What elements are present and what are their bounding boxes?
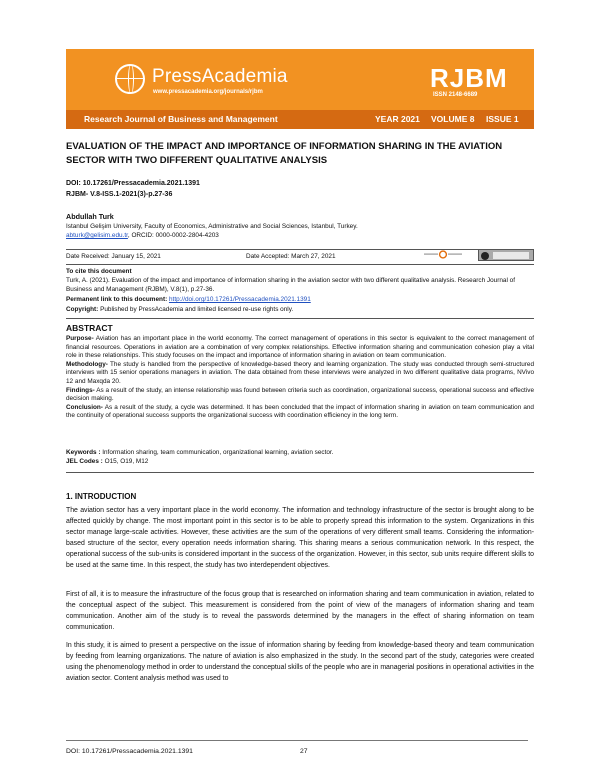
- methodology-label: Methodology-: [66, 360, 108, 368]
- copyright-label: Copyright:: [66, 306, 99, 313]
- date-accepted: Date Accepted: March 27, 2021: [246, 253, 336, 260]
- conclusion-text: As a result of the study, a cycle was determined. It has been concluded that the impact of information sharing in aviation on team communication and the continuity of operational success supports the organizational success with coordination efficiency in the long term.: [66, 403, 534, 420]
- findings-text: As a result of the study, an intense relationship was found between criteria such as coordination, organizational success, operational success and effective decision making.: [66, 386, 534, 403]
- author-name: Abdullah Turk: [66, 212, 114, 221]
- abstract-purpose: [66, 335, 534, 361]
- conclusion-label: Conclusion-: [66, 403, 103, 411]
- intro-paragraph-1: The aviation sector has a very important place in the world economy. The information and technology infrastructure of the sector is brought along to be affected quickly by change. The most important point in this sector is to be able to properly spread this information to the system. Organizations in this sector manage large-scale activities. However, these activities are the sum of the operations of very different small teams. Considering the information-based structure of the sector, every operation needs information sharing. This sharing means a serious communication network. In this respect, the operational success of the sub-units is considered important in the success of the organization. However, in this sector, sub units require different skills to be used at the same time. In this respect, the study has two interdependent objectives.: [66, 507, 534, 569]
- methodology-text: The study is handled from the perspective of knowledge-based theory and learning organization. The study was conducted through semi-structured interviews with 15 senior operations managers in aviation. The data obtained from these interviews were analyzed in two different qualitative data programs, NVivo 12 and Maxqda 20.: [66, 360, 534, 385]
- abstract-body: [66, 335, 534, 421]
- publisher-url[interactable]: www.pressacademia.org/journals/rjbm: [153, 89, 263, 95]
- citation-heading: To cite this document: [66, 268, 132, 275]
- jel-codes-line: [66, 458, 148, 465]
- article-doi: DOI: 10.17261/Pressacademia.2021.1391: [66, 180, 200, 187]
- purpose-text: Aviation has an important place in the world economy. The correct management of operations in this sector is equivalent to the correct management of financial resources. Operations in aviation are a combination of very complex relationships. Effective information sharing and communication cohesion play a vital role in these relationships. This study focuses on the impact and importance of information sharing in aviation on team communication.: [66, 335, 534, 360]
- findings-label: Findings-: [66, 386, 95, 394]
- author-affiliation: Istanbul Gelişim University, Faculty of Economics, Administrative and Social Sciences, Istanbul, Turkey.: [66, 223, 358, 230]
- divider: [66, 264, 534, 265]
- divider: [66, 472, 534, 473]
- issn: ISSN 2148-6689: [433, 92, 478, 98]
- journal-volume: VOLUME 8: [431, 114, 475, 124]
- divider: [66, 318, 534, 319]
- publisher-name: PressAcademia: [152, 66, 288, 87]
- permanent-link-line: [66, 296, 311, 303]
- keywords-line: [66, 449, 333, 456]
- journal-abbreviation: RJBM: [430, 63, 508, 93]
- abstract-heading: ABSTRACT: [66, 323, 113, 333]
- divider: [66, 249, 534, 250]
- intro-paragraph-3: In this study, it is aimed to present a perspective on the issue of information sharing by feeding from knowledge-based theory and team communication by feeding from learning organizations. The nature of aviation is also emphasized in the study. In the second part of the study, categories were created using the phenomenology method in order to understand the conceptual skills of the people who are in managerial positions in operational activities in the aviation sector. Content analysis method was used to: [66, 642, 534, 682]
- journal-issue: ISSUE 1: [486, 114, 519, 124]
- keywords-text: Information sharing, team communication, organizational learning, aviation sector.: [100, 449, 334, 456]
- footer-doi: DOI: 10.17261/Pressacademia.2021.1391: [66, 748, 193, 755]
- abstract-findings: [66, 387, 534, 404]
- author-orcid: , ORCID: 0000-0002-2804-4203: [127, 232, 219, 239]
- purpose-label: Purpose-: [66, 335, 94, 342]
- page-number: 27: [300, 748, 308, 755]
- date-received: Date Received: January 15, 2021: [66, 253, 161, 260]
- keywords-label: Keywords :: [66, 449, 101, 456]
- jel-text: O15, O19, M12: [102, 458, 149, 465]
- section-heading-introduction: 1. INTRODUCTION: [66, 492, 137, 501]
- author-email-link[interactable]: abturk@gelisim.edu.tr: [66, 232, 128, 239]
- permanent-link[interactable]: http://doi.org/10.17261/Pressacademia.2021.1391: [168, 296, 311, 303]
- journal-year: YEAR 2021: [375, 114, 420, 124]
- intro-paragraph-2: First of all, it is to measure the infrastructure of the focus group that is researched on information sharing and team communication in aviation, related to the conceptual aspect of the subject. This measurement is considered from the point of view of the managers of information sharing and team communication. Another aim of the study is to reveal the passwords determined by the managers in the effect of sharing information on team communication.: [66, 591, 534, 631]
- article-rjbm-ref: RJBM- V.8-ISS.1-2021(3)-p.27-36: [66, 191, 173, 198]
- abstract-conclusion: [66, 404, 534, 421]
- copyright-text: Published by PressAcademia and limited licensed re-use rights only.: [98, 306, 294, 313]
- author-contact: [66, 232, 219, 239]
- jel-label: JEL Codes :: [66, 458, 103, 465]
- copyright-line: [66, 306, 293, 313]
- permanent-link-label: Permanent link to this document:: [66, 296, 168, 303]
- globe-icon: [115, 64, 145, 94]
- abstract-methodology: [66, 361, 534, 387]
- creative-commons-icon: [478, 249, 534, 261]
- open-access-logo: [424, 250, 462, 259]
- article-title: EVALUATION OF THE IMPACT AND IMPORTANCE OF INFORMATION SHARING IN THE AVIATION SECTOR WITH TWO DIFFERENT QUALITATIVE ANALYSIS: [66, 141, 503, 166]
- journal-name: Research Journal of Business and Management: [84, 114, 278, 124]
- footer-divider: [66, 740, 528, 741]
- citation-text: Turk, A. (2021). Evaluation of the impact and importance of information sharing in the aviation sector with two different qualitative analysis. Research Journal of Business and Management (RJBM), V.8(1), p.27-36.: [66, 277, 516, 293]
